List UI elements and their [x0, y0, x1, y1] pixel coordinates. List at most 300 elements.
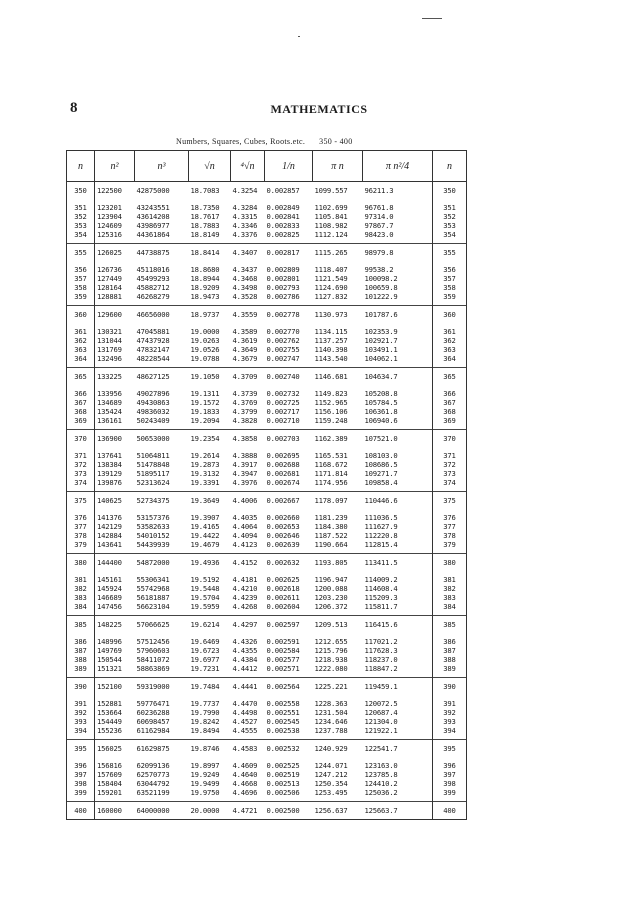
table-cell: 394	[67, 726, 95, 740]
table-cell: 4.4441	[231, 678, 265, 696]
table-cell: 120687.4	[364, 708, 398, 717]
table-cell: 159201	[97, 788, 122, 797]
table-cell: 387	[67, 646, 95, 655]
table-cell: 43614208	[136, 212, 170, 221]
table-cell: 1146.681	[313, 368, 363, 386]
table-cell: 350	[433, 182, 467, 200]
table-cell: 357	[67, 274, 95, 283]
table-cell: 385	[67, 616, 95, 634]
table-cell: 392	[67, 708, 95, 717]
table-cell: 1184.380	[314, 522, 348, 531]
table-cell: 372	[67, 460, 95, 469]
table-cell: 388	[433, 655, 467, 664]
table-cell: 125663.7	[363, 802, 433, 820]
table-cell: 1115.265	[313, 244, 363, 262]
table-cell: 368	[433, 407, 467, 416]
table-cell: 382	[433, 584, 467, 593]
table-cell: 4.4498	[232, 708, 258, 717]
scan-mark	[422, 18, 442, 19]
table-cell: 1112.124	[314, 230, 348, 239]
table-row	[67, 770, 467, 779]
table-row	[67, 678, 467, 696]
table-cell: 356	[433, 261, 467, 274]
table-cell: 4.3559	[231, 306, 265, 324]
table-cell: 19.4936	[189, 554, 231, 572]
table-row	[67, 522, 467, 531]
table-cell: 19.9750	[190, 788, 220, 797]
table-cell: 1250.354	[314, 779, 348, 788]
table-cell: 114009.2	[364, 575, 398, 584]
table-cell: 4.3649	[232, 345, 258, 354]
table-cell: 360	[433, 306, 467, 324]
table-cell: 400	[433, 802, 467, 820]
table-cell: 0.002703	[265, 430, 313, 448]
table-cell: 61162984	[136, 726, 170, 735]
table-cell: 0.002674	[266, 478, 300, 487]
table-cell: 1218.938	[314, 655, 348, 664]
table-cell: 108103.0	[364, 451, 398, 460]
table-cell: 363	[433, 345, 467, 354]
caption-text: Numbers, Squares, Cubes, Roots.etc.	[176, 137, 306, 146]
table-cell: 143641	[97, 540, 122, 549]
table-row	[67, 531, 467, 540]
table-row	[67, 571, 467, 584]
table-row	[67, 788, 467, 802]
table-cell: 1102.699	[314, 203, 348, 212]
table-cell: 47437928	[136, 336, 170, 345]
table-cell: 0.002584	[266, 646, 300, 655]
table-cell: 1137.257	[314, 336, 348, 345]
table-row	[67, 447, 467, 460]
table-cell: 1124.690	[314, 283, 348, 292]
table-cell: 372	[433, 460, 467, 469]
table-cell: 1108.982	[314, 221, 348, 230]
table-cell: 1222.080	[314, 664, 348, 673]
table-cell: 1209.513	[313, 616, 363, 634]
table-cell: 121922.1	[364, 726, 398, 735]
table-cell: 111036.5	[364, 513, 398, 522]
table-row	[67, 602, 467, 616]
table-row	[67, 230, 467, 244]
table-row	[67, 540, 467, 554]
table-cell: 4.3917	[232, 460, 258, 469]
table-cell: 1190.664	[314, 540, 348, 549]
table-cell: 118847.2	[364, 664, 398, 673]
table-cell: 20.0000	[189, 802, 231, 820]
table-cell: 4.3709	[231, 368, 265, 386]
table-cell: 1162.389	[313, 430, 363, 448]
table-cell: 0.002564	[265, 678, 313, 696]
table-cell: 56623104	[136, 602, 170, 611]
table-cell: 48228544	[136, 354, 170, 363]
table-cell: 97314.0	[364, 212, 394, 221]
table-cell: 0.002825	[266, 230, 300, 239]
table-cell: 43243551	[136, 203, 170, 212]
table-cell: 0.002755	[266, 345, 300, 354]
table-cell: 1099.557	[314, 186, 348, 195]
table-cell: 1215.796	[314, 646, 348, 655]
table-cell: 144400	[95, 554, 135, 572]
table-cell: 352	[433, 212, 467, 221]
table-cell: 389	[433, 664, 467, 678]
table-cell: 1203.230	[314, 593, 348, 602]
table-caption	[176, 137, 353, 146]
table-cell: 101787.6	[363, 306, 433, 324]
table-cell: 19.6214	[189, 616, 231, 634]
table-cell: 352	[67, 212, 95, 221]
table-cell: 57960603	[136, 646, 170, 655]
table-cell: 156816	[97, 761, 122, 770]
table-cell: 363	[67, 345, 95, 354]
table-cell: 1231.504	[314, 708, 348, 717]
table-cell: 19.6469	[190, 637, 220, 646]
table-cell: 4.3498	[232, 283, 258, 292]
table-cell: 138384	[97, 460, 122, 469]
table-cell: 42875000	[136, 186, 170, 195]
table-cell: 45118016	[136, 265, 170, 274]
table-cell: 395	[67, 740, 95, 758]
table-cell: 96211.3	[364, 186, 394, 195]
table-cell: 19.4422	[190, 531, 220, 540]
col-sqrt: √n	[189, 151, 231, 182]
table-cell: 157609	[97, 770, 122, 779]
table-cell: 355	[433, 244, 467, 262]
col-pi-n2-4: π n²/4	[363, 151, 433, 182]
table-cell: 4.4035	[232, 513, 258, 522]
table-cell: 1206.372	[314, 602, 348, 611]
table-cell: 139129	[97, 469, 122, 478]
table-cell: 4.4123	[232, 540, 258, 549]
table-cell: 18.9209	[190, 283, 220, 292]
table-cell: 375	[433, 492, 467, 510]
table-cell: 0.002786	[266, 292, 300, 301]
table-cell: 4.4640	[232, 770, 258, 779]
table-cell: 134689	[97, 398, 122, 407]
table-cell: 376	[67, 509, 95, 522]
table-cell: 1140.398	[314, 345, 348, 354]
table-cell: 131769	[97, 345, 122, 354]
table-cell: 19.7231	[190, 664, 220, 673]
table-cell: 43986977	[136, 221, 170, 230]
col-n-left: n	[67, 151, 95, 182]
table-cell: 135424	[97, 407, 122, 416]
table-cell: 44361864	[136, 230, 170, 239]
table-cell: 4.4527	[232, 717, 258, 726]
table-cell: 1168.672	[314, 460, 348, 469]
caption-range: 350 - 400	[319, 137, 353, 146]
table-cell: 361	[67, 323, 95, 336]
table-cell: 152100	[95, 678, 135, 696]
table-cell: 150544	[97, 655, 122, 664]
table-cell: 4.3769	[232, 398, 258, 407]
table-body	[67, 182, 467, 820]
table-cell: 47045881	[136, 327, 170, 336]
table-cell: 353	[433, 221, 467, 230]
table-cell: 4.4555	[232, 726, 258, 735]
table-cell: 369	[67, 416, 95, 430]
table-row	[67, 740, 467, 758]
table-cell: 387	[433, 646, 467, 655]
table-cell: 18.8149	[190, 230, 220, 239]
col-n-right: n	[433, 151, 467, 182]
table-cell: 1127.832	[314, 292, 348, 301]
table-cell: 370	[67, 430, 95, 448]
table-cell: 19.9499	[190, 779, 220, 788]
table-cell: 149769	[97, 646, 122, 655]
table-row	[67, 283, 467, 292]
table-cell: 1196.947	[314, 575, 348, 584]
table-cell: 18.7350	[190, 203, 220, 212]
table-cell: 53582633	[136, 522, 170, 531]
table-cell: 55742968	[136, 584, 170, 593]
table-cell: 61629875	[135, 740, 189, 758]
table-cell: 19.4679	[190, 540, 220, 549]
table-cell: 132496	[97, 354, 122, 363]
table-cell: 0.002577	[266, 655, 300, 664]
table-cell: 103491.1	[364, 345, 398, 354]
table-cell: 107521.0	[363, 430, 433, 448]
table-cell: 51064811	[136, 451, 170, 460]
table-cell: 374	[433, 478, 467, 492]
table-cell: 100659.8	[364, 283, 398, 292]
table-cell: 391	[433, 695, 467, 708]
table-cell: 122541.7	[363, 740, 433, 758]
table-cell: 52734375	[135, 492, 189, 510]
table-cell: 154449	[97, 717, 122, 726]
table-cell: 104634.7	[363, 368, 433, 386]
table-cell: 0.002695	[266, 451, 300, 460]
table-cell: 19.1050	[189, 368, 231, 386]
table-cell: 4.4210	[232, 584, 258, 593]
table-cell: 4.3315	[232, 212, 258, 221]
table-cell: 1152.965	[314, 398, 348, 407]
table-row	[67, 478, 467, 492]
table-cell: 0.002625	[266, 575, 300, 584]
table-cell: 398	[67, 779, 95, 788]
table-cell: 137641	[97, 451, 122, 460]
table-cell: 358	[67, 283, 95, 292]
table-cell: 395	[433, 740, 467, 758]
table-cell: 393	[433, 717, 467, 726]
table-row	[67, 633, 467, 646]
table-row	[67, 261, 467, 274]
table-cell: 18.9737	[189, 306, 231, 324]
table-cell: 62099136	[136, 761, 170, 770]
col-pi-n: π n	[313, 151, 363, 182]
table-cell: 136161	[97, 416, 122, 425]
table-cell: 4.4239	[232, 593, 258, 602]
table-row	[67, 430, 467, 448]
table-cell: 1181.239	[314, 513, 348, 522]
table-cell: 102921.7	[364, 336, 398, 345]
table-row	[67, 593, 467, 602]
table-cell: 362	[67, 336, 95, 345]
table-cell: 126736	[97, 265, 122, 274]
table-cell: 60698457	[136, 717, 170, 726]
table-cell: 400	[67, 802, 95, 820]
table-cell: 1225.221	[313, 678, 363, 696]
table-cell: 1244.071	[314, 761, 348, 770]
table-cell: 366	[433, 385, 467, 398]
table-row	[67, 212, 467, 221]
table-cell: 0.002646	[266, 531, 300, 540]
table-cell: 19.0000	[190, 327, 220, 336]
table-cell: 371	[67, 447, 95, 460]
table-cell: 54439939	[136, 540, 170, 549]
table-cell: 147456	[97, 602, 122, 611]
table-cell: 19.5959	[190, 602, 220, 611]
table-cell: 63044792	[136, 779, 170, 788]
table-cell: 54872000	[135, 554, 189, 572]
table-cell: 0.002653	[266, 522, 300, 531]
table-cell: 0.002688	[266, 460, 300, 469]
table-cell: 1253.495	[314, 788, 348, 797]
table-cell: 121304.0	[364, 717, 398, 726]
table-cell: 365	[67, 368, 95, 386]
table-cell: 378	[67, 531, 95, 540]
table-cell: 145924	[97, 584, 122, 593]
table-cell: 4.4152	[231, 554, 265, 572]
table-row	[67, 802, 467, 820]
table-cell: 156025	[95, 740, 135, 758]
table-cell: 0.002513	[266, 779, 300, 788]
table-cell: 19.0263	[190, 336, 220, 345]
table-cell: 18.8680	[190, 265, 220, 274]
table-row	[67, 646, 467, 655]
table-cell: 117021.2	[364, 637, 398, 646]
table-cell: 0.002571	[266, 664, 300, 673]
table-cell: 19.9249	[190, 770, 220, 779]
table-cell: 146689	[97, 593, 122, 602]
table-cell: 0.002681	[266, 469, 300, 478]
table-cell: 1187.522	[314, 531, 348, 540]
table-cell: 382	[67, 584, 95, 593]
table-cell: 0.002833	[266, 221, 300, 230]
col-reciprocal: 1/n	[265, 151, 313, 182]
table-cell: 52313624	[136, 478, 170, 487]
table-cell: 396	[67, 757, 95, 770]
table-cell: 4.3888	[232, 451, 258, 460]
table-row	[67, 655, 467, 664]
table-cell: 18.8414	[189, 244, 231, 262]
table-cell: 56181887	[136, 593, 170, 602]
table-row	[67, 407, 467, 416]
table-cell: 19.7737	[190, 699, 220, 708]
table-cell: 396	[433, 757, 467, 770]
table-cell: 1149.823	[314, 389, 348, 398]
table-cell: 63521199	[136, 788, 170, 797]
table-row	[67, 469, 467, 478]
table-cell: 19.8997	[190, 761, 220, 770]
table-row	[67, 385, 467, 398]
table-cell: 126025	[95, 244, 135, 262]
table-cell: 397	[67, 770, 95, 779]
table-cell: 104062.1	[364, 354, 398, 363]
table-cell: 1134.115	[314, 327, 348, 336]
table-cell: 60236288	[136, 708, 170, 717]
table-row	[67, 182, 467, 200]
table-cell: 0.002506	[266, 788, 300, 797]
table-cell: 384	[67, 602, 95, 616]
table-cell: 44738875	[135, 244, 189, 262]
table-row	[67, 708, 467, 717]
table-cell: 358	[433, 283, 467, 292]
table-cell: 47832147	[136, 345, 170, 354]
table-cell: 4.4268	[232, 602, 258, 611]
table-cell: 0.002747	[266, 354, 300, 363]
table-cell: 129600	[95, 306, 135, 324]
table-cell: 19.7484	[189, 678, 231, 696]
table-cell: 384	[433, 602, 467, 616]
table-cell: 356	[67, 261, 95, 274]
table-cell: 53157376	[136, 513, 170, 522]
table-row	[67, 695, 467, 708]
table-cell: 1105.841	[314, 212, 348, 221]
table-cell: 19.2873	[190, 460, 220, 469]
table-cell: 371	[433, 447, 467, 460]
table-cell: 369	[433, 416, 467, 430]
table-cell: 4.3437	[232, 265, 258, 274]
table-cell: 112815.4	[364, 540, 398, 549]
table-cell: 4.3589	[232, 327, 258, 336]
table-cell: 0.002841	[266, 212, 300, 221]
page-number: 8	[70, 100, 78, 116]
table-cell: 4.3858	[231, 430, 265, 448]
table-cell: 118237.0	[364, 655, 398, 664]
table-cell: 4.3828	[232, 416, 258, 425]
table-cell: 133225	[95, 368, 135, 386]
table-cell: 100098.2	[364, 274, 398, 283]
table-cell: 50653000	[135, 430, 189, 448]
table-cell: 105208.8	[364, 389, 398, 398]
table-cell: 397	[433, 770, 467, 779]
table-cell: 115811.7	[364, 602, 398, 611]
table-cell: 0.002717	[266, 407, 300, 416]
table-cell: 19.7990	[190, 708, 220, 717]
table-cell: 58863869	[136, 664, 170, 673]
table-cell: 0.002793	[266, 283, 300, 292]
table-cell: 1237.788	[314, 726, 348, 735]
table-cell: 105784.5	[364, 398, 398, 407]
table-header-row	[67, 151, 467, 182]
table-cell: 0.002770	[266, 327, 300, 336]
table-cell: 386	[67, 633, 95, 646]
table-cell: 365	[433, 368, 467, 386]
table-row	[67, 779, 467, 788]
table-cell: 379	[67, 540, 95, 554]
table-cell: 1240.929	[313, 740, 363, 758]
table-cell: 351	[67, 199, 95, 212]
table-cell: 0.002639	[266, 540, 300, 549]
table-cell: 1200.088	[314, 584, 348, 593]
table-cell: 0.002667	[265, 492, 313, 510]
table-cell: 377	[67, 522, 95, 531]
table-cell: 394	[433, 726, 467, 740]
table-cell: 0.002732	[266, 389, 300, 398]
table-cell: 64000000	[135, 802, 189, 820]
table-cell: 160000	[95, 802, 135, 820]
table-cell: 18.8944	[190, 274, 220, 283]
table-cell: 0.002618	[266, 584, 300, 593]
table-cell: 0.002551	[266, 708, 300, 717]
table-cell: 393	[67, 717, 95, 726]
table-cell: 19.8242	[190, 717, 220, 726]
table-cell: 4.4583	[231, 740, 265, 758]
table-cell: 389	[67, 664, 95, 678]
table-cell: 4.3947	[232, 469, 258, 478]
table-cell: 383	[433, 593, 467, 602]
table-cell: 19.3649	[189, 492, 231, 510]
